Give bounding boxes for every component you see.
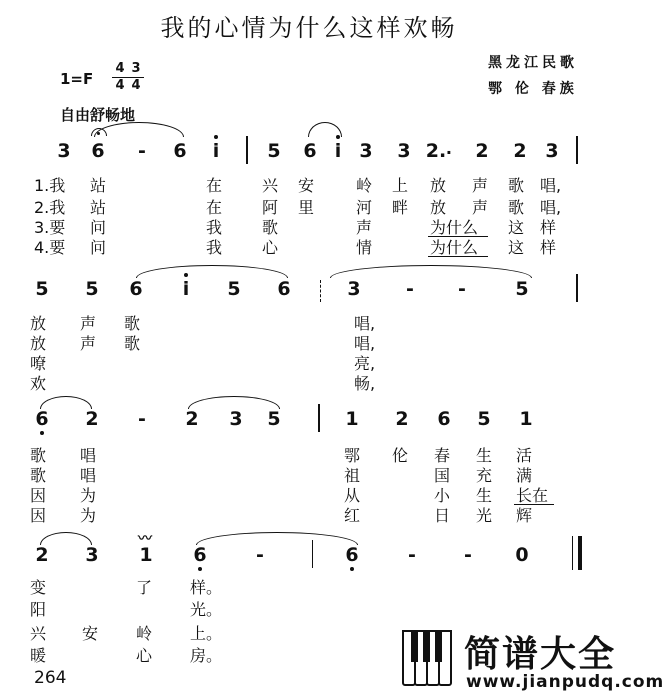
note: - bbox=[408, 544, 416, 566]
slur-mark bbox=[330, 265, 532, 278]
note: 6 bbox=[303, 140, 317, 162]
lyric: 畔 bbox=[392, 198, 409, 217]
note: 6 bbox=[91, 140, 105, 162]
lyric: 歌 bbox=[30, 446, 47, 465]
note: 1 bbox=[139, 544, 153, 566]
note: 5 bbox=[35, 278, 49, 300]
lyric: 为什么 bbox=[430, 238, 479, 257]
note: 2 bbox=[475, 140, 489, 162]
lyric: 光 bbox=[476, 506, 493, 525]
lyric: 唱 bbox=[80, 466, 97, 485]
lyric: 唱, bbox=[540, 176, 562, 195]
lyric: 问 bbox=[90, 238, 107, 257]
slur-mark bbox=[40, 532, 92, 545]
note: 3 bbox=[229, 408, 243, 430]
note: 6 bbox=[129, 278, 143, 300]
note: 5 bbox=[515, 278, 529, 300]
lyric: 站 bbox=[90, 176, 107, 195]
time-sig-a-den: 4 bbox=[115, 78, 125, 93]
lyric: 变 bbox=[30, 578, 47, 597]
breath-mark: 〰 bbox=[138, 531, 152, 547]
lyric: 阿 bbox=[262, 198, 279, 217]
lyric: 歌 bbox=[262, 218, 279, 237]
lyric: 暖 bbox=[30, 646, 47, 665]
lyric: 畅, bbox=[354, 374, 376, 393]
lyric: 心 bbox=[262, 238, 279, 257]
lyric: 了 bbox=[136, 578, 153, 597]
lyric: 岭 bbox=[136, 624, 153, 643]
barline bbox=[246, 136, 248, 164]
note: - bbox=[138, 140, 146, 162]
lyric: 河 bbox=[356, 198, 373, 217]
page-number: 264 bbox=[34, 668, 67, 688]
lyric: 上。 bbox=[190, 624, 223, 643]
barline bbox=[576, 136, 578, 164]
lyric: 岭 bbox=[356, 176, 373, 195]
time-signature-a bbox=[112, 62, 128, 93]
lyric: 满 bbox=[516, 466, 533, 485]
note: - bbox=[406, 278, 414, 300]
lyric: 声 bbox=[80, 334, 97, 353]
note: 2 bbox=[185, 408, 199, 430]
lyric: 小 bbox=[434, 486, 451, 505]
note: 6 bbox=[173, 140, 187, 162]
slur-mark bbox=[188, 396, 280, 409]
lyric: 嘹 bbox=[30, 354, 47, 373]
note: - bbox=[256, 544, 264, 566]
lyric: 唱, bbox=[354, 334, 376, 353]
song-title: 我的心情为什么这样欢畅 bbox=[160, 14, 458, 42]
note: 5 bbox=[227, 278, 241, 300]
lyric: 歌 bbox=[124, 314, 141, 333]
piano-logo-icon bbox=[402, 630, 458, 684]
note: 0 bbox=[515, 544, 529, 566]
watermark-name: 简谱大全 bbox=[464, 634, 617, 675]
note: 2. . bbox=[424, 140, 448, 162]
source-line-1: 黑龙江民歌 bbox=[488, 55, 578, 71]
lyric: 阳 bbox=[30, 600, 47, 619]
note: - bbox=[138, 408, 146, 430]
underline-mark bbox=[428, 256, 488, 257]
slur-mark bbox=[196, 532, 358, 545]
lyric: 为什么 bbox=[430, 218, 479, 237]
lyric: 亮, bbox=[354, 354, 376, 373]
lyric: 唱, bbox=[540, 198, 562, 217]
note: 3 bbox=[359, 140, 373, 162]
lyric: 样 bbox=[540, 218, 557, 237]
lyric: 样 bbox=[540, 238, 557, 257]
lyric: 在 bbox=[206, 198, 223, 217]
lyric: 放 bbox=[430, 198, 447, 217]
note: 6 bbox=[437, 408, 451, 430]
final-barline-thick bbox=[578, 536, 582, 570]
lyric: 安 bbox=[298, 176, 315, 195]
lyric: 活 bbox=[516, 446, 533, 465]
lyric: 声 bbox=[80, 314, 97, 333]
lyric: 充 bbox=[476, 466, 493, 485]
lyric: 这 bbox=[508, 238, 525, 257]
slur-mark bbox=[40, 396, 92, 409]
note: 1 bbox=[345, 408, 359, 430]
lyric: 因 bbox=[30, 486, 47, 505]
note: 3 bbox=[347, 278, 361, 300]
lyric: 歌 bbox=[508, 198, 525, 217]
lyric: 伦 bbox=[392, 446, 409, 465]
note: - bbox=[458, 278, 466, 300]
note: 2 bbox=[85, 408, 99, 430]
lyric: 我 bbox=[206, 238, 223, 257]
lyric: 情 bbox=[356, 238, 373, 257]
lyric: 样。 bbox=[190, 578, 223, 597]
note: 3 bbox=[545, 140, 559, 162]
lyric: 1.我 bbox=[34, 176, 66, 195]
lyric: 春 bbox=[434, 446, 451, 465]
lyric: 日 bbox=[434, 506, 451, 525]
lyric: 这 bbox=[508, 218, 525, 237]
note: 6 bbox=[277, 278, 291, 300]
lyric: 从 bbox=[344, 486, 361, 505]
note: 5 bbox=[267, 140, 281, 162]
slur-mark bbox=[308, 122, 342, 137]
note: 1 bbox=[519, 408, 533, 430]
note: 3 bbox=[397, 140, 411, 162]
time-signature-b bbox=[128, 62, 144, 93]
lyric: 鄂 bbox=[344, 446, 361, 465]
lyric: 安 bbox=[82, 624, 99, 643]
lyric: 放 bbox=[30, 334, 47, 353]
note: i bbox=[326, 140, 350, 162]
note: i bbox=[204, 140, 228, 162]
note: 6 bbox=[340, 544, 364, 566]
lyric: 红 bbox=[344, 506, 361, 525]
lyric: 唱, bbox=[354, 314, 376, 333]
slur-mark bbox=[136, 265, 288, 278]
final-barline-thin bbox=[572, 536, 573, 570]
lyric: 长在 bbox=[516, 486, 549, 505]
lyric: 兴 bbox=[262, 176, 279, 195]
lyric: 2.我 bbox=[34, 198, 66, 217]
tempo-marking: 自由舒畅地 bbox=[60, 106, 136, 124]
note: 5 bbox=[267, 408, 281, 430]
lyric: 我 bbox=[206, 218, 223, 237]
note: 5 bbox=[477, 408, 491, 430]
lyric: 问 bbox=[90, 218, 107, 237]
underline-mark bbox=[514, 504, 554, 505]
lyric: 唱 bbox=[80, 446, 97, 465]
lyric: 因 bbox=[30, 506, 47, 525]
lyric: 辉 bbox=[516, 506, 533, 525]
time-sig-b-den: 4 bbox=[131, 78, 141, 93]
lyric: 房。 bbox=[190, 646, 223, 665]
note: - bbox=[464, 544, 472, 566]
lyric: 放 bbox=[30, 314, 47, 333]
note: 5 bbox=[85, 278, 99, 300]
barline bbox=[576, 274, 578, 302]
lyric: 心 bbox=[136, 646, 153, 665]
lyric: 声 bbox=[356, 218, 373, 237]
lyric: 里 bbox=[298, 198, 315, 217]
lyric: 在 bbox=[206, 176, 223, 195]
lyric: 放 bbox=[430, 176, 447, 195]
note: 3 bbox=[57, 140, 71, 162]
note: 2 bbox=[35, 544, 49, 566]
lyric: 为 bbox=[80, 486, 97, 505]
barline bbox=[312, 540, 313, 568]
lyric: 站 bbox=[90, 198, 107, 217]
key-signature: 1=F bbox=[60, 70, 94, 88]
source-line-2: 鄂 伦 春族 bbox=[488, 81, 578, 97]
dashed-barline bbox=[320, 280, 321, 302]
note: 6 bbox=[188, 544, 212, 566]
note: i bbox=[174, 278, 198, 300]
lyric: 声 bbox=[472, 198, 489, 217]
note: 2 bbox=[395, 408, 409, 430]
lyric: 声 bbox=[472, 176, 489, 195]
lyric: 上 bbox=[392, 176, 409, 195]
lyric: 祖 bbox=[344, 466, 361, 485]
lyric: 歌 bbox=[30, 466, 47, 485]
lyric: 生 bbox=[476, 446, 493, 465]
lyric: 欢 bbox=[30, 374, 47, 393]
lyric: 为 bbox=[80, 506, 97, 525]
lyric: 歌 bbox=[124, 334, 141, 353]
lyric: 4.要 bbox=[34, 238, 66, 257]
lyric: 歌 bbox=[508, 176, 525, 195]
lyric: 生 bbox=[476, 486, 493, 505]
lyric: 国 bbox=[434, 466, 451, 485]
note: 3 bbox=[85, 544, 99, 566]
note: 2 bbox=[513, 140, 527, 162]
barline bbox=[318, 404, 320, 432]
lyric: 3.要 bbox=[34, 218, 66, 237]
lyric: 兴 bbox=[30, 624, 47, 643]
note: 6 bbox=[30, 408, 54, 430]
underline-mark bbox=[428, 236, 488, 237]
watermark-url: www.jianpudq.com bbox=[466, 672, 664, 692]
time-sig-b-num: 3 bbox=[131, 61, 141, 76]
time-sig-a-num: 4 bbox=[115, 61, 125, 76]
lyric: 光。 bbox=[190, 600, 223, 619]
